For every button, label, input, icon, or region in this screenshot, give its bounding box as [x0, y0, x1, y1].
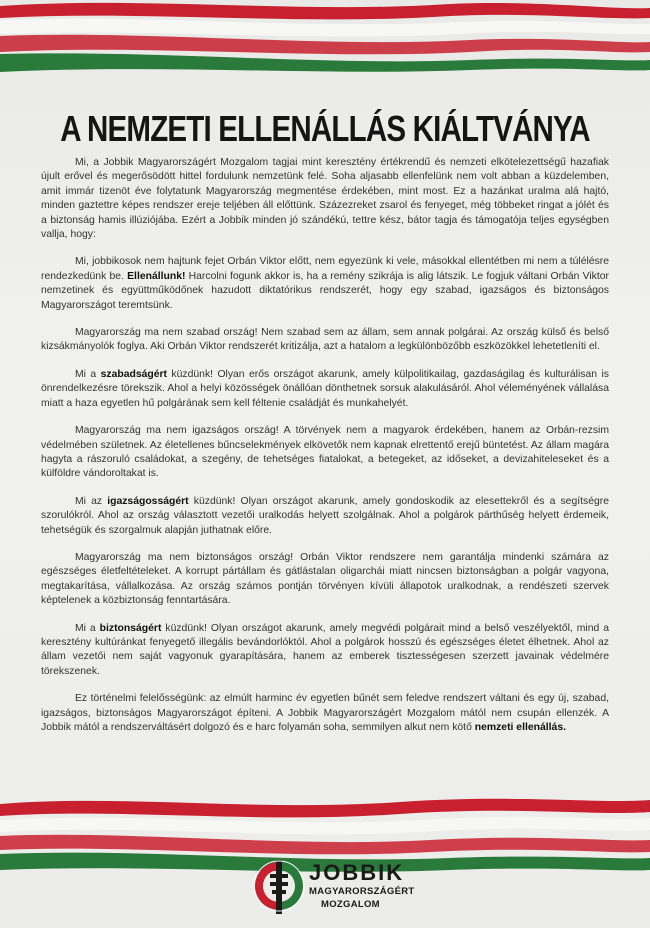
paragraph: Mi a biztonságért küzdünk! Olyan országot akarunk, amely megvédi polgárait mind a belső veszélyektől, mind a keresztény kultúránkat fenyegető illegális bevándorlóktól. Ahol a polgárok hosszú és egészséges életet élhetnek. Ahol az állam vezetői nem saját vagyonuk gyarapítására, hanem az emberek tisztességesen szerzett javainak védelmére törekszenek. — [41, 622, 609, 677]
paragraph: Mi a szabadságért küzdünk! Olyan erős országot akarunk, amely külpolitikailag, gazdaságilag és kulturálisan is önrendelkezésre törekszik. Ahol a helyi közösségek önállóan dönthetnek sorsuk alakulásáról. Ahol véleményének vállalása miatt a haza egyetlen hű polgárának sem kell féltenie családját és munkahelyét. — [41, 368, 609, 409]
paragraph: Mi az igazságosságért küzdünk! Olyan országot akarunk, amely gondoskodik az elesettekről és a segítségre szorulókról. Ahol az ország választott vezetői uralkodás helyett szolgálnak. Ahol a polgárok párthűség helyett érdemeik, tehetségük és szorgalmuk alapján juthatnak előre. — [41, 495, 610, 536]
jobbik-emblem-icon — [252, 858, 306, 916]
paragraph: Mi, a Jobbik Magyarországért Mozgalom tagjai mint keresztény értékrendű és nemzeti elkötelezettségű hazafiak újult erővel és megerősödött hittel fordulunk nemzetünk felé. Soha aljasabb ellenfelünk nem volt abban a küzdelemben, amit immár tizenöt éve folytatunk Magyarország megmentése érdekében, mint most. Ez a hazánkat uralma alá hajtó, minden gaztettre képes rendszer ereje teljében áll előttünk. Százezreket zsarol és fenyeget, még többeket ringat a jólét és a biztonság hamis illúziójába. Ezért a Jobbik minden jó szándékú, tettre kész, bátor tagja és támogatója teljes egységben vallja, hogy: — [41, 157, 609, 241]
paragraph: Magyarország ma nem igazságos ország! A törvények nem a magyarok érdekében, hanem az Orbán-rezsim védelmében születnek. Az életellenes bűncselekmények elkövetők nem kapnak elrettentő erejű büntetést. Az állam magára hagyta a rászoruló családokat, a szegény, de tehetséges fiatalokat, a betegeket, az időseket, a devizahiteleseket és a külföldre vándoroltakat is. — [41, 425, 609, 480]
logo-subtitle: MAGYARORSZÁGÉRT — [309, 886, 415, 897]
jobbik-logo — [252, 858, 415, 918]
manifesto-body — [41, 156, 609, 748]
logo-name: JOBBIK — [309, 860, 405, 885]
paragraph: Mi, jobbikosok nem hajtunk fejet Orbán Viktor előtt, nem egyezünk ki vele, másokkal ellentétben mi nem a túlélésre rendezkedünk be. Ellenállunk! Harcolni fogunk akkor is, ha a remény szikrája is alig látszik. Le fogjuk váltani Orbán Viktor nemzetinek és együttműködőnek hazudott diktatórikus rendszerét, hogy egy szabad, igazságos és biztonságos Magyarországot teremtsünk. — [41, 256, 609, 311]
page-title: A NEMZETI ELLENÁLLÁS KIÁLTVÁNYA — [60, 108, 590, 149]
paragraph: Magyarország ma nem biztonságos ország! Orbán Viktor rendszere nem garantálja mindenki számára az egészséges életfeltételeket. A korrupt pártállam és gátlástalan oligarchái miatt nincsen biztonságban a polgár vagyona, megtakarítása, vállalkozása. Az ország számos pontján törvényen kívüli állapotok uralkodnak, a rendészeti szervek képtelenek a közbiztonság fenntartására. — [41, 551, 609, 607]
tricolor-ribbon-top — [0, 0, 650, 80]
paragraph: Magyarország ma nem szabad ország! Nem szabad sem az állam, sem annak polgárai. Az ország külső és belső kizsákmányolók foglya. Aki Orbán Viktor rendszerét kritizálja, azt a hatalom a legkülönbözőbb eszközökkel lehetetleníti el. — [41, 327, 609, 353]
paragraph: Ez történelmi felelősségünk: az elmúlt harminc év egyetlen bűnét sem feledve rendszert váltani és egy új, szabad, igazságos, biztonságos Magyarországot építeni. A Jobbik Magyarországért Mozgalom mától nem csupán ellenzék. A Jobbik mától a rendszerváltásért dolgozó és e harc folyamán soha, semmilyen alkut nem kötő nemzeti ellenállás. — [41, 693, 609, 733]
logo-subtitle-2: MOZGALOM — [321, 899, 380, 910]
